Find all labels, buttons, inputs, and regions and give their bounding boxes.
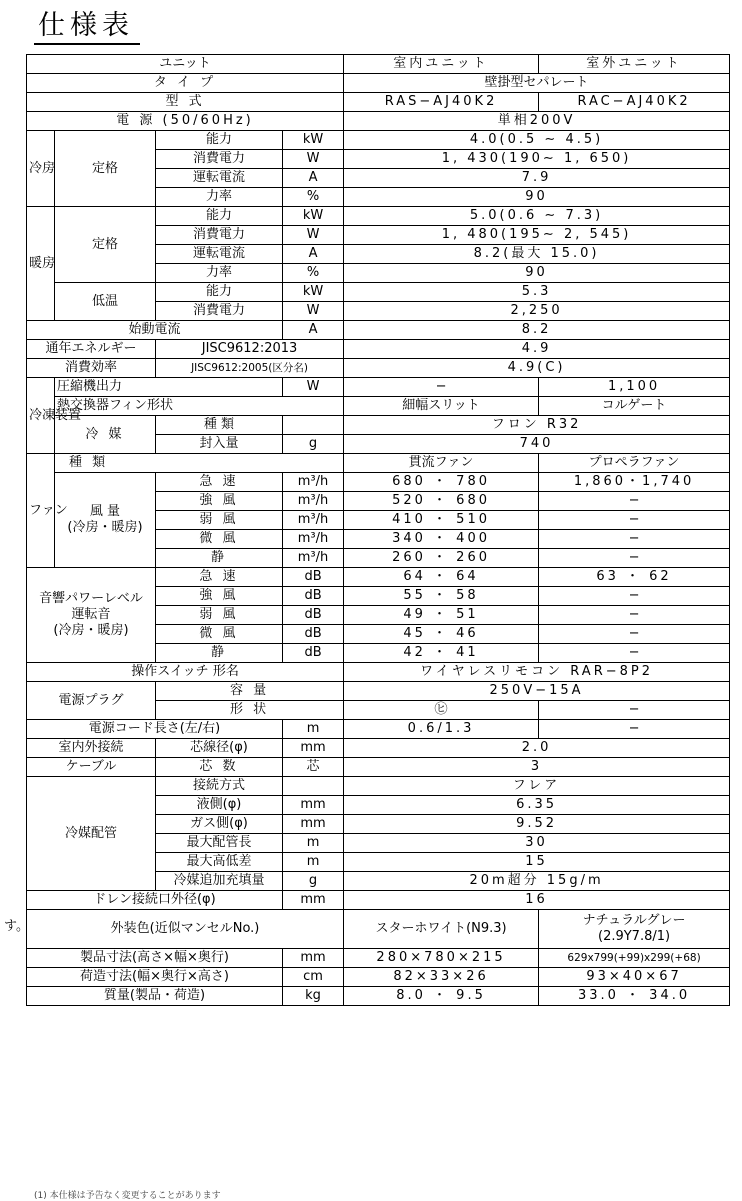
- cord-outdoor: −: [539, 720, 730, 739]
- row-outdoor: −: [539, 644, 730, 663]
- row-label: 冷媒追加充填量: [156, 872, 283, 891]
- switch-value: ワイヤレスリモコン RAR−8P2: [344, 663, 730, 682]
- row-unit: m: [283, 834, 344, 853]
- table-row: [27, 968, 730, 987]
- row-value: 90: [344, 264, 730, 283]
- row-unit: A: [283, 245, 344, 264]
- row-value: 8.2: [344, 321, 730, 340]
- footnote: (1) 本仕様は予告なく変更することがあります: [34, 1191, 221, 1201]
- model-outdoor: RAC−AJ40K2: [539, 93, 730, 112]
- air-volume-label-2: (冷房・暖房): [67, 520, 143, 535]
- table-row: [27, 283, 730, 302]
- row-unit: kg: [283, 987, 344, 1006]
- plug-label: 電源プラグ: [27, 682, 156, 720]
- table-row: [27, 777, 730, 796]
- row-unit: m³/h: [283, 530, 344, 549]
- efficiency-label-2: 消費効率: [27, 359, 156, 378]
- table-row: [27, 359, 730, 378]
- efficiency-value-1: 4.9: [344, 340, 730, 359]
- sound-label-1: 音響パワーレベル: [39, 591, 143, 606]
- row-indoor: 45 ・ 46: [344, 625, 539, 644]
- row-label: 運転電流: [156, 245, 283, 264]
- refrigerant-amount-label: 封入量: [156, 435, 283, 454]
- table-row: [27, 207, 730, 226]
- model-indoor: RAS−AJ40K2: [344, 93, 539, 112]
- table-row: [27, 720, 730, 739]
- row-label: 静: [156, 644, 283, 663]
- row-value: 5.3: [344, 283, 730, 302]
- mass-label: 質量(製品・荷造): [27, 987, 283, 1006]
- header-outdoor: 室外ユニット: [539, 55, 730, 74]
- start-current-label: 始動電流: [27, 321, 283, 340]
- drain-label: ドレン接続口外径(φ): [27, 891, 283, 910]
- row-unit: kW: [283, 131, 344, 150]
- table-row: [27, 340, 730, 359]
- table-row: [27, 74, 730, 93]
- row-label: 最大配管長: [156, 834, 283, 853]
- row-outdoor: 63 ・ 62: [539, 568, 730, 587]
- cooling-group: 冷房: [27, 131, 55, 207]
- row-unit: [283, 777, 344, 796]
- table-row: [27, 663, 730, 682]
- row-indoor: 340 ・ 400: [344, 530, 539, 549]
- dim-product-indoor: 280×780×215: [344, 949, 539, 968]
- table-row: [27, 131, 730, 150]
- fin-indoor: 細幅スリット: [344, 397, 539, 416]
- efficiency-value-2: 4.9(C): [344, 359, 730, 378]
- row-label: 静: [156, 549, 283, 568]
- row-unit: A: [283, 169, 344, 188]
- row-indoor: 680 ・ 780: [344, 473, 539, 492]
- table-row: [27, 739, 730, 758]
- table-row: [27, 454, 730, 473]
- type-label: タ イ プ: [27, 74, 344, 93]
- row-outdoor: −: [539, 511, 730, 530]
- sound-label-2: 運転音: [71, 607, 111, 622]
- row-unit: dB: [283, 625, 344, 644]
- row-label: 弱 風: [156, 511, 283, 530]
- spec-table: [26, 54, 730, 1006]
- row-value: 30: [344, 834, 730, 853]
- row-value: 20m超分 15g/m: [344, 872, 730, 891]
- row-unit: g: [283, 435, 344, 454]
- compressor-outdoor: 1,100: [539, 378, 730, 397]
- row-unit: mm: [283, 796, 344, 815]
- row-unit: m³/h: [283, 492, 344, 511]
- row-unit: %: [283, 188, 344, 207]
- row-label: ガス側(φ): [156, 815, 283, 834]
- air-volume-label: [55, 473, 156, 568]
- row-outdoor: −: [539, 587, 730, 606]
- table-row: [27, 568, 730, 587]
- row-label: 能力: [156, 207, 283, 226]
- table-row: [27, 416, 730, 435]
- row-value: 2,250: [344, 302, 730, 321]
- cable-label-1: 室内外接続: [27, 739, 156, 758]
- row-unit: dB: [283, 606, 344, 625]
- dim-product-label: 製品寸法(高さ×幅×奥行): [27, 949, 283, 968]
- row-label: 微 風: [156, 625, 283, 644]
- row-value: 1, 430(190∼ 1, 650): [344, 150, 730, 169]
- power-value: 単相200V: [344, 112, 730, 131]
- row-unit: %: [283, 264, 344, 283]
- compressor-indoor: −: [344, 378, 539, 397]
- header-indoor: 室内ユニット: [344, 55, 539, 74]
- efficiency-label-1: 通年エネルギー: [27, 340, 156, 359]
- row-label: 強 風: [156, 587, 283, 606]
- type-value: 壁掛型セパレート: [344, 74, 730, 93]
- heating-group: 暖房: [27, 207, 55, 321]
- page-title: 仕様表: [34, 10, 140, 45]
- dim-package-outdoor: 93×40×67: [539, 968, 730, 987]
- row-label: 接続方式: [156, 777, 283, 796]
- refrigerant-kind-value: フロン R32: [344, 416, 730, 435]
- dim-package-label: 荷造寸法(幅×奥行×高さ): [27, 968, 283, 987]
- row-label: 急 速: [156, 568, 283, 587]
- row-unit: cm: [283, 968, 344, 987]
- row-value: 6.35: [344, 796, 730, 815]
- efficiency-std-1: JISC9612:2013: [156, 340, 344, 359]
- row-unit: mm: [283, 739, 344, 758]
- row-outdoor: −: [539, 625, 730, 644]
- table-row: [27, 55, 730, 74]
- plug-cap-value: 250V−15A: [344, 682, 730, 701]
- row-indoor: 55 ・ 58: [344, 587, 539, 606]
- table-row: [27, 93, 730, 112]
- cable-dia-value: 2.0: [344, 739, 730, 758]
- row-indoor: 410 ・ 510: [344, 511, 539, 530]
- row-value: 4.0(0.5 ∼ 4.5): [344, 131, 730, 150]
- row-value: フレア: [344, 777, 730, 796]
- table-row: [27, 397, 730, 416]
- cable-cores-value: 3: [344, 758, 730, 777]
- side-note: す。: [4, 919, 29, 934]
- row-value: 15: [344, 853, 730, 872]
- row-label: 弱 風: [156, 606, 283, 625]
- fan-group: ファン: [27, 454, 55, 568]
- row-label: 急 速: [156, 473, 283, 492]
- heating-sub-low: 低温: [55, 283, 156, 321]
- row-label: 最大高低差: [156, 853, 283, 872]
- row-indoor: 42 ・ 41: [344, 644, 539, 663]
- row-indoor: 520 ・ 680: [344, 492, 539, 511]
- row-unit: m³/h: [283, 473, 344, 492]
- row-unit: m³/h: [283, 511, 344, 530]
- color-outdoor-1: ナチュラルグレー: [582, 913, 686, 928]
- row-unit: W: [283, 378, 344, 397]
- row-outdoor: 1,860・1,740: [539, 473, 730, 492]
- plug-shape-outdoor: −: [539, 701, 730, 720]
- refrigerant-amount-value: 740: [344, 435, 730, 454]
- color-indoor: スターホワイト(N9.3): [344, 910, 539, 949]
- air-volume-label-1: 風 量: [89, 504, 121, 519]
- color-outdoor-2: (2.9Y7.8/1): [598, 929, 671, 944]
- row-indoor: 260 ・ 260: [344, 549, 539, 568]
- refrigerant-label: 冷 媒: [55, 416, 156, 454]
- fin-outdoor: コルゲート: [539, 397, 730, 416]
- row-unit: mm: [283, 949, 344, 968]
- plug-shape-label: 形 状: [156, 701, 344, 720]
- row-value: 90: [344, 188, 730, 207]
- row-label: 消費電力: [156, 150, 283, 169]
- row-label: 消費電力: [156, 302, 283, 321]
- table-row: [27, 321, 730, 340]
- table-row: [27, 758, 730, 777]
- row-unit: g: [283, 872, 344, 891]
- row-unit: dB: [283, 587, 344, 606]
- row-value: 9.52: [344, 815, 730, 834]
- row-unit: W: [283, 226, 344, 245]
- row-outdoor: −: [539, 549, 730, 568]
- cable-label-2: ケーブル: [27, 758, 156, 777]
- table-row: [27, 949, 730, 968]
- row-unit: dB: [283, 644, 344, 663]
- row-label: 力率: [156, 264, 283, 283]
- table-row: [27, 112, 730, 131]
- row-unit: kW: [283, 283, 344, 302]
- row-unit: dB: [283, 568, 344, 587]
- mass-outdoor: 33.0 ・ 34.0: [539, 987, 730, 1006]
- table-row: [27, 682, 730, 701]
- fan-kind-label: 種 類: [55, 454, 344, 473]
- row-unit: mm: [283, 891, 344, 910]
- row-label: 能力: [156, 131, 283, 150]
- row-indoor: 64 ・ 64: [344, 568, 539, 587]
- row-unit: W: [283, 150, 344, 169]
- row-label: 運転電流: [156, 169, 283, 188]
- row-value: 8.2(最大 15.0): [344, 245, 730, 264]
- fan-kind-outdoor: プロペラファン: [539, 454, 730, 473]
- row-unit: m³/h: [283, 549, 344, 568]
- table-row: [27, 987, 730, 1006]
- row-label: 消費電力: [156, 226, 283, 245]
- model-label: 型 式: [27, 93, 344, 112]
- row-unit: kW: [283, 207, 344, 226]
- power-label: 電 源 (50/60Hz): [27, 112, 344, 131]
- header-item: ユニット: [27, 55, 344, 74]
- cord-label: 電源コード長さ(左/右): [27, 720, 283, 739]
- row-value: 7.9: [344, 169, 730, 188]
- sound-label-3: (冷房・暖房): [53, 623, 129, 638]
- row-label: 微 風: [156, 530, 283, 549]
- plug-shape-icon: ㋪: [344, 701, 539, 720]
- cooling-sub: 定格: [55, 131, 156, 207]
- switch-label: 操作スイッチ 形名: [27, 663, 344, 682]
- refrigerant-kind-label: 種 類: [156, 416, 283, 435]
- row-value: 5.0(0.6 ∼ 7.3): [344, 207, 730, 226]
- row-label: 強 風: [156, 492, 283, 511]
- table-row: [27, 473, 730, 492]
- table-row: [27, 891, 730, 910]
- piping-label: 冷媒配管: [27, 777, 156, 891]
- row-outdoor: −: [539, 492, 730, 511]
- row-value: 1, 480(195∼ 2, 545): [344, 226, 730, 245]
- row-unit: 芯: [283, 758, 344, 777]
- row-unit: m: [283, 720, 344, 739]
- sound-label: [27, 568, 156, 663]
- compressor-label: 圧縮機出力: [55, 378, 283, 397]
- row-indoor: 49 ・ 51: [344, 606, 539, 625]
- cord-indoor: 0.6/1.3: [344, 720, 539, 739]
- dim-package-indoor: 82×33×26: [344, 968, 539, 987]
- row-unit: mm: [283, 815, 344, 834]
- cable-dia-label: 芯線径(φ): [156, 739, 283, 758]
- fan-kind-indoor: 貫流ファン: [344, 454, 539, 473]
- row-label: 能力: [156, 283, 283, 302]
- row-unit: m: [283, 853, 344, 872]
- row-unit: A: [283, 321, 344, 340]
- cable-cores-label: 芯 数: [156, 758, 283, 777]
- refrig-group: 冷凍装置: [27, 378, 55, 454]
- plug-cap-label: 容 量: [156, 682, 344, 701]
- row-label: 力率: [156, 188, 283, 207]
- row-outdoor: −: [539, 530, 730, 549]
- row-label: 液側(φ): [156, 796, 283, 815]
- heating-sub: 定格: [55, 207, 156, 283]
- table-row: [27, 378, 730, 397]
- color-outdoor: [539, 910, 730, 949]
- drain-value: 16: [344, 891, 730, 910]
- fin-label: 熱交換器フィン形状: [55, 397, 344, 416]
- dim-product-outdoor: 629x799(+99)x299(+68): [539, 949, 730, 968]
- row-unit: W: [283, 302, 344, 321]
- row-outdoor: −: [539, 606, 730, 625]
- color-label: 外装色(近似マンセルNo.): [27, 910, 344, 949]
- efficiency-std-2: JISC9612:2005(区分名): [156, 359, 344, 378]
- mass-indoor: 8.0 ・ 9.5: [344, 987, 539, 1006]
- table-row: [27, 910, 730, 949]
